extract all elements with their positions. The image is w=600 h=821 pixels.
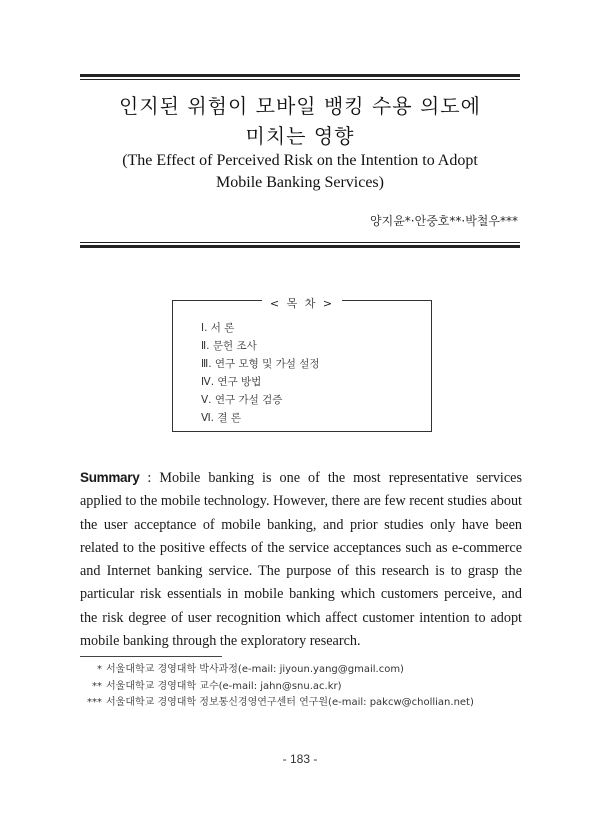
author-list: 양지윤*·안중호**·박철우*** <box>370 214 518 228</box>
footnote-item <box>80 679 520 696</box>
toc-item: Ⅱ. 문헌 조사 <box>201 340 257 352</box>
footnote-mark: ** <box>92 680 102 692</box>
summary-label: Summary <box>80 470 140 485</box>
toc-item: Ⅴ. 연구 가설 검증 <box>201 394 283 406</box>
toc-item: Ⅵ. 결 론 <box>201 412 241 424</box>
footnote-divider <box>80 656 222 657</box>
table-of-contents <box>172 297 432 432</box>
title-english-line-1: (The Effect of Perceived Risk on the Intention to Adopt <box>122 152 478 169</box>
footnotes <box>80 662 520 712</box>
title-korean-line-2: 미치는 영향 <box>245 124 355 148</box>
summary-text: Mobile banking is one of the most representative services applied to the mobile technology. However, there are few recent studies about the user acceptance of mobile banking, and prior studies only have been related to the positive effects of the service acceptances such as e-commerce and Internet banking service. The purpose of this research is to grasp the particular risk essentials in mobile banking which customers perceive, and the risk degree of user recognition which affect customer intention to adopt mobile banking through the exploratory research. <box>80 470 522 650</box>
footnote-mark: * <box>97 664 102 675</box>
toc-item: Ⅳ. 연구 방법 <box>201 376 262 388</box>
toc-item: Ⅰ. 서 론 <box>201 322 235 334</box>
footnote-item <box>80 662 520 679</box>
title-korean-line-1: 인지된 위험이 모바일 뱅킹 수용 의도에 <box>119 94 481 118</box>
footnote-text: 서울대학교 경영대학 교수(e-mail: jahn@snu.ac.kr) <box>106 680 342 692</box>
footnote-text: 서울대학교 경영대학 박사과정(e-mail: jiyoun.yang@gmail.com) <box>106 664 404 675</box>
toc-heading <box>173 292 431 311</box>
footnote-mark: *** <box>87 697 102 708</box>
toc-heading-label: < 목 차 > <box>262 297 342 310</box>
toc-list <box>201 319 320 427</box>
footnote-item <box>80 695 520 712</box>
footnote-text: 서울대학교 경영대학 정보통신경영연구센터 연구원(e-mail: pakcw@chollian.net) <box>106 697 474 708</box>
page-number: - 183 - <box>282 752 318 766</box>
title-english-line-2: Mobile Banking Services) <box>216 174 384 191</box>
bottom-double-rule <box>80 242 520 248</box>
top-double-rule <box>80 74 520 80</box>
toc-item: Ⅲ. 연구 모형 및 가설 설정 <box>201 358 320 370</box>
summary-paragraph: Summary : Mobile banking is one of the most representative services applied to the mobile technology. However, there are few recent studies about the user acceptance of mobile banking, and prior studies only have been related to the positive effects of the service acceptances such as e-commerce and Internet banking service. The purpose of this research is to grasp the particular risk essentials in mobile banking which customers perceive, and the risk degree of user recognition which affect customer intention to adopt mobile banking through the exploratory research. <box>80 470 522 650</box>
